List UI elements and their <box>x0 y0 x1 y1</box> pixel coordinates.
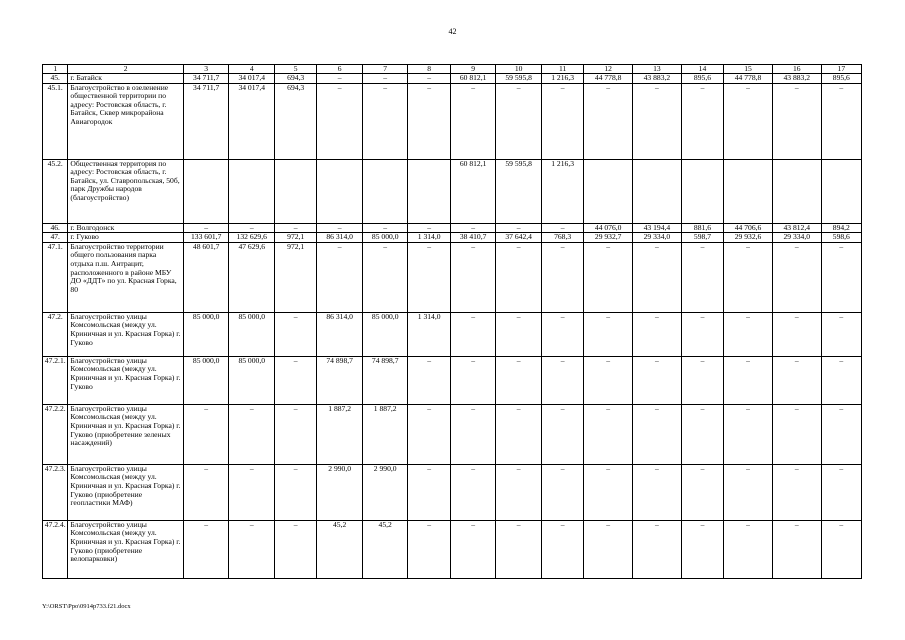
value-cell: – <box>681 83 723 159</box>
value-cell: – <box>772 83 821 159</box>
value-cell: 1 314,0 <box>408 233 450 243</box>
value-cell: – <box>317 242 363 312</box>
value-cell: – <box>408 242 450 312</box>
value-cell: – <box>408 356 450 404</box>
value-cell: – <box>772 242 821 312</box>
value-cell: – <box>229 464 275 520</box>
header-row <box>43 65 862 74</box>
table-row <box>43 356 862 404</box>
row-number: 45.2. <box>43 159 68 223</box>
value-cell: – <box>681 464 723 520</box>
footer-file-path: Y:\ORST\Ppo\0914p733.f21.docx <box>42 603 131 610</box>
table-row <box>43 404 862 464</box>
value-cell: 598,6 <box>821 233 861 243</box>
value-cell: – <box>584 464 633 520</box>
table-row <box>43 312 862 356</box>
value-cell: – <box>541 312 583 356</box>
column-header: 9 <box>450 65 496 74</box>
row-name: Благоустройство улицы Комсомольская (между ул. Криничная и ул. Красная Горка) г. Гуково (приобретение геопластики МАФ) <box>68 464 183 520</box>
value-cell: – <box>584 242 633 312</box>
value-cell: 85 000,0 <box>229 312 275 356</box>
row-number: 47.2.3. <box>43 464 68 520</box>
row-name: Благоустройство улицы Комсомольская (между ул. Криничная и ул. Красная Горка) г. Гуково (приобретение велопарковки) <box>68 520 183 578</box>
value-cell: – <box>724 464 773 520</box>
value-cell: 85 000,0 <box>183 312 229 356</box>
value-cell: – <box>724 520 773 578</box>
value-cell: 34 017,4 <box>229 83 275 159</box>
value-cell: – <box>584 404 633 464</box>
value-cell <box>183 159 229 223</box>
value-cell: 43 812,4 <box>772 223 821 233</box>
value-cell: 2 990,0 <box>317 464 363 520</box>
value-cell: 85 000,0 <box>362 233 408 243</box>
column-header: 6 <box>317 65 363 74</box>
value-cell: – <box>724 242 773 312</box>
value-cell: – <box>821 356 861 404</box>
column-header: 12 <box>584 65 633 74</box>
value-cell: – <box>633 520 682 578</box>
value-cell: – <box>362 242 408 312</box>
value-cell: – <box>450 223 496 233</box>
value-cell: 44 076,0 <box>584 223 633 233</box>
value-cell <box>772 159 821 223</box>
value-cell: – <box>821 520 861 578</box>
value-cell: – <box>408 74 450 84</box>
value-cell: 881,6 <box>681 223 723 233</box>
value-cell: 972,1 <box>275 233 317 243</box>
row-name: Благоустройство в озеленение общественной территории по адресу: Ростовская область, г. Батайск, Сквер микрорайона Авиагородок <box>68 83 183 159</box>
value-cell: – <box>183 223 229 233</box>
value-cell: – <box>821 464 861 520</box>
value-cell: – <box>450 404 496 464</box>
row-number: 45.1. <box>43 83 68 159</box>
row-number: 47.2.4. <box>43 520 68 578</box>
row-number: 45. <box>43 74 68 84</box>
value-cell: 768,3 <box>541 233 583 243</box>
value-cell <box>633 159 682 223</box>
value-cell: – <box>821 83 861 159</box>
value-cell: – <box>450 83 496 159</box>
value-cell: 59 595,8 <box>496 74 542 84</box>
value-cell: 132 629,6 <box>229 233 275 243</box>
value-cell: 29 932,7 <box>584 233 633 243</box>
value-cell: 29 932,6 <box>724 233 773 243</box>
column-header: 11 <box>541 65 583 74</box>
column-header: 15 <box>724 65 773 74</box>
column-header: 1 <box>43 65 68 74</box>
table-row <box>43 223 862 233</box>
column-header: 4 <box>229 65 275 74</box>
value-cell: 895,6 <box>821 74 861 84</box>
value-cell: – <box>408 83 450 159</box>
page-number: 42 <box>448 27 457 36</box>
row-name: г. Волгодонск <box>68 223 183 233</box>
value-cell: – <box>496 356 542 404</box>
value-cell: – <box>183 520 229 578</box>
value-cell: – <box>362 83 408 159</box>
value-cell: – <box>275 356 317 404</box>
value-cell: – <box>275 312 317 356</box>
value-cell: – <box>681 312 723 356</box>
value-cell: 29 334,0 <box>772 233 821 243</box>
value-cell: 45,2 <box>362 520 408 578</box>
value-cell: – <box>772 404 821 464</box>
value-cell: – <box>541 356 583 404</box>
value-cell: 45,2 <box>317 520 363 578</box>
value-cell: – <box>450 242 496 312</box>
column-header: 14 <box>681 65 723 74</box>
table-row <box>43 83 862 159</box>
value-cell: 59 595,8 <box>496 159 542 223</box>
value-cell: 2 990,0 <box>362 464 408 520</box>
column-header: 3 <box>183 65 229 74</box>
value-cell: – <box>496 404 542 464</box>
value-cell: 47 629,6 <box>229 242 275 312</box>
value-cell: 894,2 <box>821 223 861 233</box>
value-cell: 43 883,2 <box>633 74 682 84</box>
value-cell <box>275 159 317 223</box>
value-cell <box>724 159 773 223</box>
value-cell: – <box>681 404 723 464</box>
row-number: 46. <box>43 223 68 233</box>
value-cell: 43 883,2 <box>772 74 821 84</box>
value-cell: – <box>450 464 496 520</box>
value-cell: 44 778,8 <box>724 74 773 84</box>
value-cell <box>362 159 408 223</box>
value-cell: 1 216,3 <box>541 159 583 223</box>
value-cell: 34 711,7 <box>183 74 229 84</box>
value-cell: – <box>724 356 773 404</box>
value-cell: – <box>496 464 542 520</box>
value-cell: – <box>275 223 317 233</box>
value-cell: 74 898,7 <box>362 356 408 404</box>
value-cell <box>821 159 861 223</box>
table-row <box>43 233 862 243</box>
row-number: 47.2.2. <box>43 404 68 464</box>
value-cell: – <box>408 223 450 233</box>
table-row <box>43 464 862 520</box>
column-header: 2 <box>68 65 183 74</box>
value-cell: 44 706,6 <box>724 223 773 233</box>
value-cell: – <box>633 404 682 464</box>
value-cell: – <box>496 223 542 233</box>
value-cell: – <box>229 520 275 578</box>
value-cell <box>584 159 633 223</box>
value-cell: 1 314,0 <box>408 312 450 356</box>
value-cell: – <box>408 520 450 578</box>
value-cell: 86 314,0 <box>317 233 363 243</box>
value-cell: – <box>496 83 542 159</box>
value-cell: – <box>317 74 363 84</box>
value-cell: – <box>633 242 682 312</box>
value-cell: – <box>450 356 496 404</box>
value-cell: – <box>408 404 450 464</box>
value-cell: 44 778,8 <box>584 74 633 84</box>
value-cell: – <box>681 520 723 578</box>
value-cell: – <box>584 520 633 578</box>
value-cell: 43 194,4 <box>633 223 682 233</box>
value-cell: 38 410,7 <box>450 233 496 243</box>
value-cell: 694,3 <box>275 74 317 84</box>
value-cell: – <box>541 520 583 578</box>
column-header: 16 <box>772 65 821 74</box>
value-cell: – <box>633 83 682 159</box>
value-cell: – <box>681 242 723 312</box>
value-cell: – <box>275 464 317 520</box>
value-cell: 85 000,0 <box>362 312 408 356</box>
value-cell: – <box>183 464 229 520</box>
table-row <box>43 74 862 84</box>
column-header: 8 <box>408 65 450 74</box>
value-cell: – <box>362 74 408 84</box>
value-cell: – <box>681 356 723 404</box>
row-name: Благоустройство улицы Комсомольская (между ул. Криничная и ул. Красная Горка) г. Гуково <box>68 312 183 356</box>
row-name: Благоустройство улицы Комсомольская (между ул. Криничная и ул. Красная Горка) г. Гуково (приобретение зеленых насаждений) <box>68 404 183 464</box>
value-cell: – <box>724 312 773 356</box>
value-cell: – <box>584 83 633 159</box>
row-number: 47.1. <box>43 242 68 312</box>
value-cell: – <box>450 520 496 578</box>
value-cell: 60 812,1 <box>450 74 496 84</box>
value-cell: – <box>584 312 633 356</box>
value-cell: – <box>229 223 275 233</box>
column-header: 5 <box>275 65 317 74</box>
value-cell: 86 314,0 <box>317 312 363 356</box>
value-cell: 37 642,4 <box>496 233 542 243</box>
value-cell: – <box>584 356 633 404</box>
value-cell: 48 601,7 <box>183 242 229 312</box>
value-cell <box>408 159 450 223</box>
value-cell: 74 898,7 <box>317 356 363 404</box>
value-cell: – <box>275 520 317 578</box>
row-name: Общественная территория по адресу: Ростовская область, г. Батайск, ул. Ставропольская, 50б, парк Дружбы народов (благоустройство) <box>68 159 183 223</box>
value-cell: – <box>275 404 317 464</box>
value-cell: 1 887,2 <box>317 404 363 464</box>
value-cell: – <box>229 404 275 464</box>
value-cell: 694,3 <box>275 83 317 159</box>
value-cell: – <box>496 312 542 356</box>
table-body <box>43 65 862 579</box>
value-cell: – <box>541 404 583 464</box>
value-cell: – <box>183 404 229 464</box>
table-row <box>43 159 862 223</box>
row-number: 47. <box>43 233 68 243</box>
value-cell: – <box>450 312 496 356</box>
value-cell: – <box>772 520 821 578</box>
value-cell: – <box>541 223 583 233</box>
value-cell: – <box>821 404 861 464</box>
row-name: г. Гуково <box>68 233 183 243</box>
table-row <box>43 242 862 312</box>
value-cell: – <box>541 464 583 520</box>
value-cell: 85 000,0 <box>183 356 229 404</box>
value-cell: – <box>408 464 450 520</box>
value-cell: – <box>633 312 682 356</box>
row-number: 47.2.1. <box>43 356 68 404</box>
row-name: Благоустройство улицы Комсомольская (между ул. Криничная и ул. Красная Горка) г. Гуково <box>68 356 183 404</box>
row-name: г. Батайск <box>68 74 183 84</box>
value-cell: 972,1 <box>275 242 317 312</box>
value-cell <box>681 159 723 223</box>
column-header: 7 <box>362 65 408 74</box>
table-row <box>43 520 862 578</box>
value-cell: 85 000,0 <box>229 356 275 404</box>
row-number: 47.2. <box>43 312 68 356</box>
value-cell: 895,6 <box>681 74 723 84</box>
value-cell: – <box>317 223 363 233</box>
value-cell: 34 017,4 <box>229 74 275 84</box>
value-cell: – <box>821 242 861 312</box>
value-cell: 1 887,2 <box>362 404 408 464</box>
value-cell: – <box>496 242 542 312</box>
value-cell: – <box>772 356 821 404</box>
value-cell: – <box>633 464 682 520</box>
row-name: Благоустройство территории общего пользования парка отдыха п.ш. Антрацит, расположенного в районе МБУ ДО «ДДТ» по ул. Красная Горка, 80 <box>68 242 183 312</box>
value-cell: – <box>772 464 821 520</box>
value-cell: – <box>633 356 682 404</box>
column-header: 10 <box>496 65 542 74</box>
budget-table <box>42 64 862 579</box>
value-cell: – <box>362 223 408 233</box>
value-cell: – <box>317 83 363 159</box>
value-cell: – <box>541 83 583 159</box>
value-cell: 60 812,1 <box>450 159 496 223</box>
value-cell: 29 334,0 <box>633 233 682 243</box>
value-cell: 34 711,7 <box>183 83 229 159</box>
value-cell: – <box>541 242 583 312</box>
value-cell: – <box>821 312 861 356</box>
value-cell: – <box>724 83 773 159</box>
column-header: 13 <box>633 65 682 74</box>
value-cell: 1 216,3 <box>541 74 583 84</box>
value-cell: 133 601,7 <box>183 233 229 243</box>
value-cell: – <box>724 404 773 464</box>
value-cell <box>317 159 363 223</box>
value-cell <box>229 159 275 223</box>
value-cell: – <box>772 312 821 356</box>
value-cell: – <box>496 520 542 578</box>
column-header: 17 <box>821 65 861 74</box>
value-cell: 598,7 <box>681 233 723 243</box>
